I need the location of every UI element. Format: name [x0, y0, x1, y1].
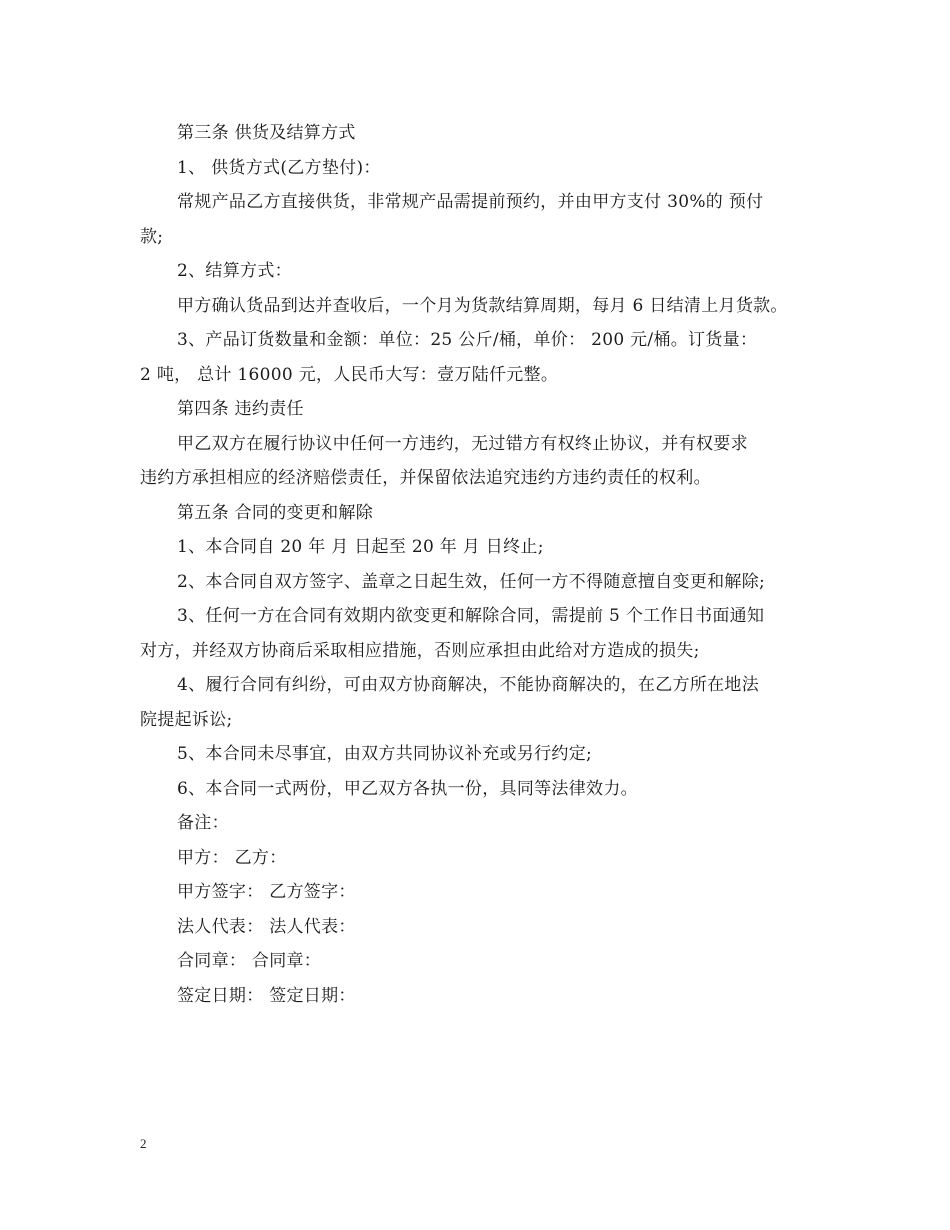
article-5-heading: 第五条 合同的变更和解除: [177, 502, 374, 523]
paragraph-line: 甲乙双方在履行协议中任何一方违约，无过错方有权终止协议，并有权要求: [177, 433, 748, 454]
clause-term: 1、本合同自 20 年 月 日起至 20 年 月 日终止;: [177, 537, 544, 557]
paragraph-line: 违约方承担相应的经济赔偿责任，并保留依法追究违约方违约责任的权利。: [140, 468, 711, 488]
parties-line: 甲方： 乙方：: [177, 847, 287, 868]
article-3-heading: 第三条 供货及结算方式: [177, 123, 356, 143]
paragraph-line: 款;: [140, 226, 164, 247]
clause-supply-method: 1、 供货方式(乙方垫付)：: [177, 157, 381, 178]
clause-settlement-method: 2、结算方式：: [177, 261, 292, 281]
paragraph-line: 常规产品乙方直接供货，非常规产品需提前预约，并由甲方支付 30%的 预付: [177, 192, 764, 212]
paragraph-line: 对方，并经双方协商后采取相应措施，否则应承担由此给对方造成的损失;: [140, 640, 700, 661]
clause-effective: 2、本合同自双方签字、盖章之日起生效，任何一方不得随意擅自变更和解除;: [177, 571, 766, 592]
signature-line: 甲方签字： 乙方签字：: [177, 882, 356, 902]
remarks-label: 备注：: [177, 813, 229, 833]
paragraph-line: 甲方确认货品到达并查收后，一个月为货款结算周期，每月 6 日结清上月货款。: [177, 295, 788, 316]
clause-supplement: 5、本合同未尽事宜，由双方共同协议补充或另行约定;: [177, 744, 593, 764]
article-4-heading: 第四条 违约责任: [177, 399, 304, 419]
contract-seal-line: 合同章： 合同章：: [177, 951, 322, 971]
paragraph-line: 2 吨， 总计 16000 元，人民币大写：壹万陆仟元整。: [140, 364, 559, 385]
clause-copies: 6、本合同一式两份，甲乙双方各执一份，具同等法律效力。: [177, 778, 638, 799]
clause-dispute: 4、履行合同有纠纷，可由双方协商解决，不能协商解决的，在乙方所在地法: [177, 675, 760, 695]
document-body: [140, 116, 810, 1013]
clause-order-quantity: 3、产品订货数量和金额：单位：25 公斤/桶，单价： 200 元/桶。订货量：: [177, 330, 758, 350]
page-number: 2: [140, 1136, 147, 1151]
signing-date-line: 签定日期： 签定日期：: [177, 985, 356, 1006]
clause-termination: 3、任何一方在合同有效期内欲变更和解除合同，需提前 5 个工作日书面通知: [177, 606, 765, 626]
legal-representative-line: 法人代表： 法人代表：: [177, 916, 356, 937]
paragraph-line: 院提起诉讼;: [140, 709, 233, 730]
